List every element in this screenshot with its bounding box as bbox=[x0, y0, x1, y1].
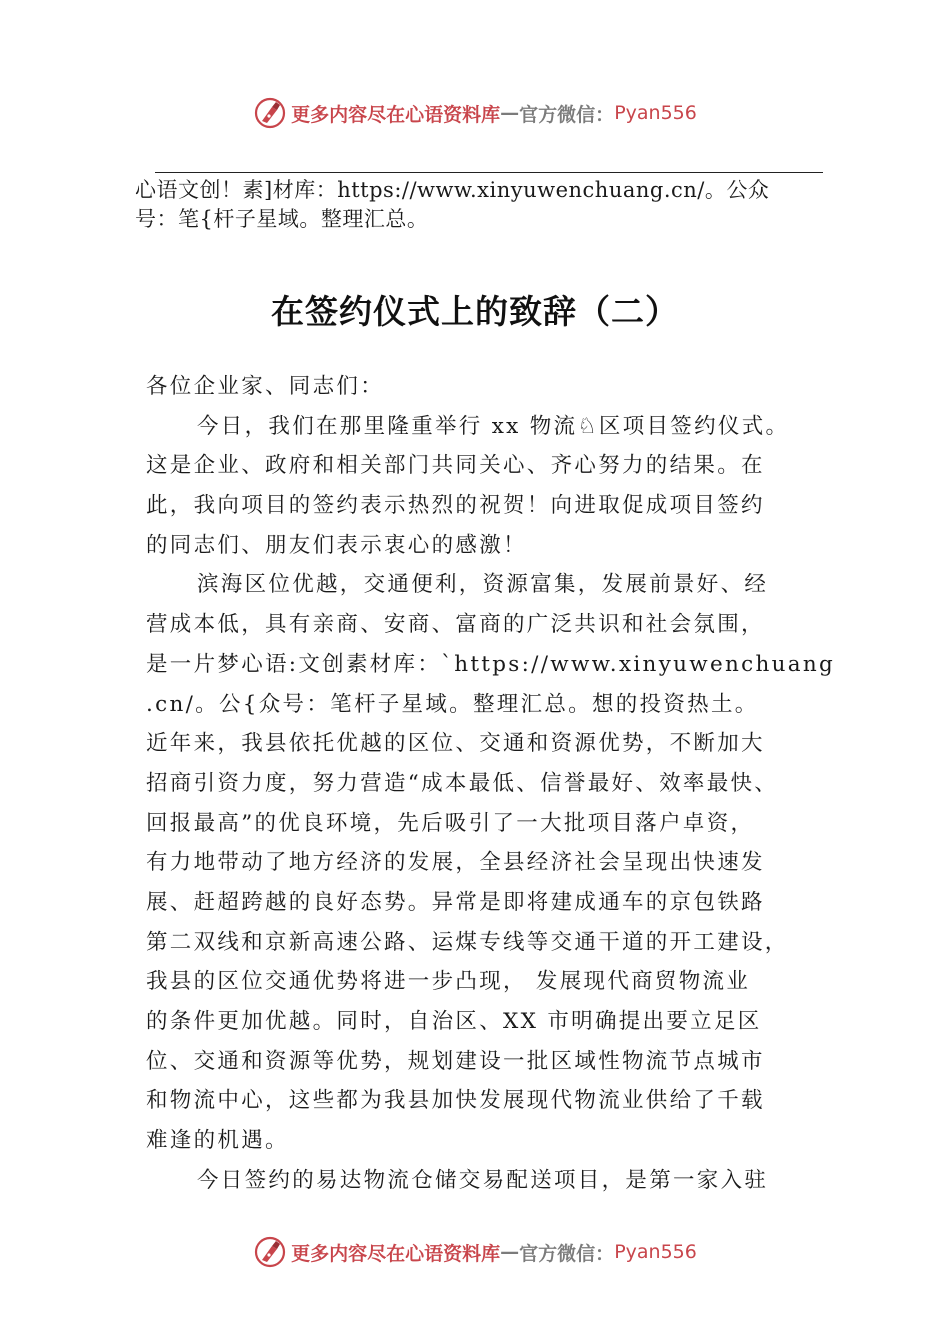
body-line: 今日，我们在那里隆重举行 xx 物流♘区项目签约仪式。 bbox=[197, 413, 790, 439]
body-line: 近年来，我县依托优越的区位、交通和资源优势，不断加大 bbox=[146, 731, 765, 757]
body-line: 滨海区位优越，交通便利，资源富集，发展前景好、经 bbox=[197, 572, 769, 598]
body-line: 今日签约的易达物流仓储交易配送项目，是第一家入驻 bbox=[197, 1167, 769, 1193]
body-line: 各位企业家、同志们： bbox=[146, 374, 385, 399]
body-line: 的同志们、朋友们表示衷心的感激！ bbox=[146, 532, 527, 558]
source-note-line: 号：笔{杆子星域。整理汇总。 bbox=[135, 207, 429, 231]
banner-label: 官方微信： bbox=[519, 1242, 615, 1265]
header-rule bbox=[155, 172, 823, 173]
banner-wechat-id: Pyan556 bbox=[614, 1241, 697, 1263]
pen-nib-logo-icon bbox=[253, 1235, 287, 1269]
banner-dash: — bbox=[500, 1241, 520, 1263]
banner-wechat-id: Pyan556 bbox=[614, 102, 697, 124]
source-note-line: 心语文创！素]材库：https://www.xinyuwenchuang.cn/。公众 bbox=[135, 178, 770, 202]
document-title: 在签约仪式上的致辞（二） bbox=[271, 292, 679, 331]
banner-label: 官方微信： bbox=[519, 103, 615, 126]
header-banner bbox=[0, 93, 950, 133]
body-line: 有力地带动了地方经济的发展，全县经济社会呈现出快速发 bbox=[146, 850, 765, 876]
body-line: 第二双线和京新高速公路、运煤专线等交通干道的开工建设， bbox=[146, 929, 789, 955]
body-line: 位、交通和资源等优势，规划建设一批区域性物流节点城市 bbox=[146, 1048, 765, 1074]
source-note bbox=[135, 176, 835, 234]
body-line: 营成本低，具有亲商、安商、富商的广泛共识和社会氛围， bbox=[146, 612, 765, 638]
document-body bbox=[146, 367, 836, 1200]
body-line: 的条件更加优越。同时，自治区、XX 市明确提出要立足区 bbox=[146, 1009, 762, 1034]
body-line: 我县的区位交通优势将进一步凸现， 发展现代商贸物流业 bbox=[146, 969, 751, 995]
body-line: 是一片梦心语:文创素材库：`https://www.xinyuwenchuang bbox=[146, 651, 836, 677]
footer-banner bbox=[0, 1232, 950, 1272]
banner-highlight: 更多内容尽在心语资料库 bbox=[291, 103, 501, 126]
banner-dash: — bbox=[500, 102, 520, 124]
body-line: 和物流中心，这些都为我县加快发展现代物流业供给了千载 bbox=[146, 1088, 765, 1114]
pen-nib-logo-icon bbox=[253, 96, 287, 130]
body-line: 招商引资力度，努力营造“成本最低、信誉最好、效率最快、 bbox=[146, 770, 779, 796]
body-line: 展、赶超跨越的良好态势。异常是即将建成通车的京包铁路 bbox=[146, 889, 765, 915]
body-line: 此，我向项目的签约表示热烈的祝贺！向进取促成项目签约 bbox=[146, 493, 765, 519]
body-line: .cn/。公{众号：笔杆子星域。整理汇总。想的投资热土。 bbox=[146, 691, 759, 717]
body-line: 难逢的机遇。 bbox=[146, 1128, 289, 1154]
body-line: 回报最高”的优良环境，先后吸引了一大批项目落户卓资， bbox=[146, 810, 755, 836]
banner-highlight: 更多内容尽在心语资料库 bbox=[291, 1242, 501, 1265]
body-line: 这是企业、政府和相关部门共同关心、齐心努力的结果。在 bbox=[146, 453, 765, 479]
